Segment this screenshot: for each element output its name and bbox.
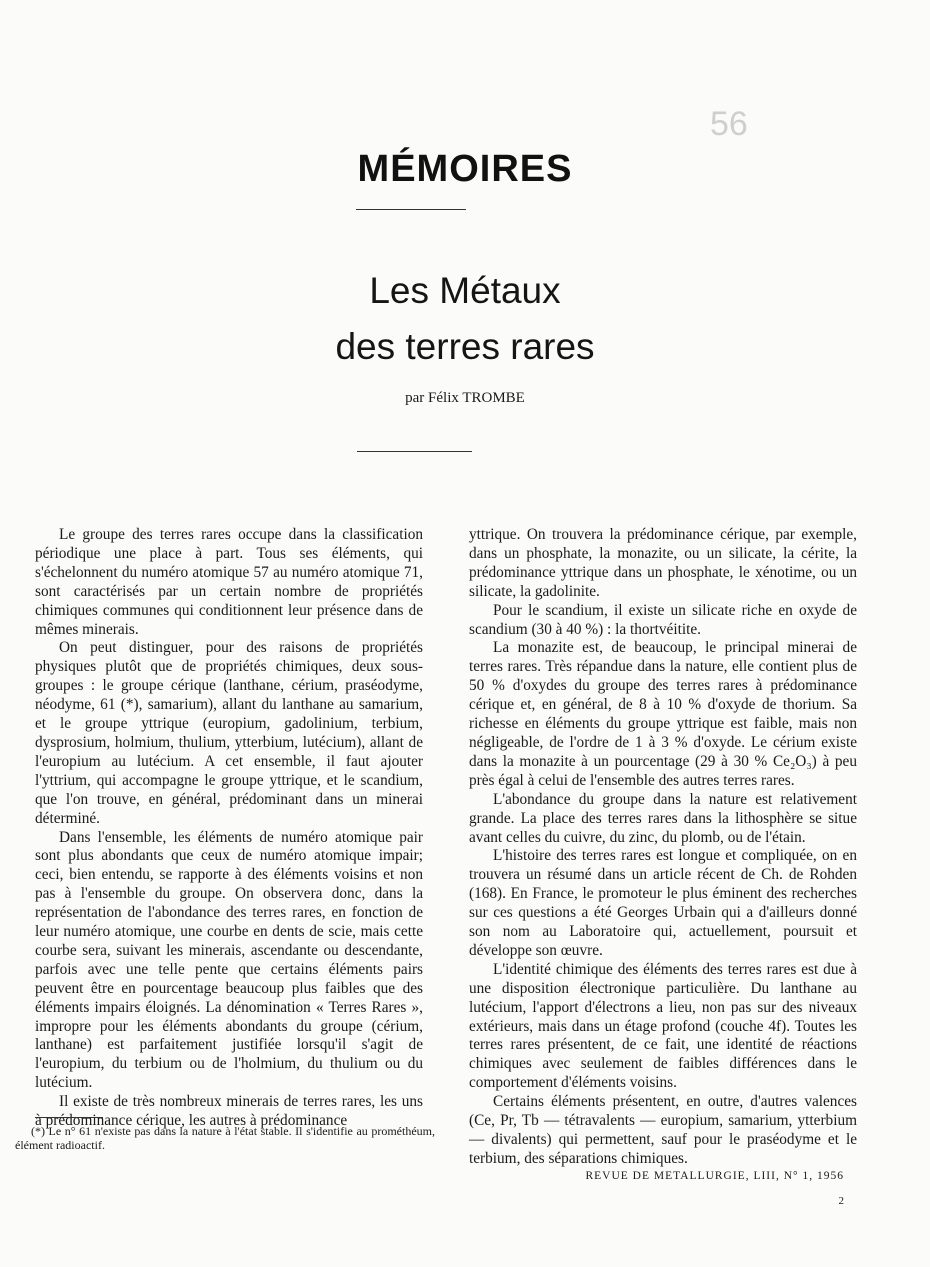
paragraph: Le groupe des terres rares occupe dans la classification périodique une place à part. Tous ses éléments, qui s'échelonnent du numéro atomique 57 au numéro atomique 71, sont caractérisés par un certain nombre de propriétés chimiques communes qui conditionnent leur présence dans de mêmes minerais.: [35, 526, 423, 638]
article-title: [0, 263, 930, 375]
pencil-mark: 56: [710, 105, 748, 143]
title-line-2: des terres rares: [335, 326, 595, 367]
paragraph: L'identité chimique des éléments des terres rares est due à une disposition électronique particulière. Du lanthane au lutécium, l'apport d'électrons a lieu, non pas sur des niveaux extérieurs, mais dans un étage profond (couche 4f). Toutes les terres rares présentent, de ce fait, une identité de réactions chimiques avec seulement de faibles différences dans le comportement d'éléments voisins.: [469, 960, 857, 1092]
journal-citation: REVUE DE METALLURGIE, LIII, N° 1, 1956: [585, 1170, 844, 1182]
byline: par Félix TROMBE: [405, 390, 525, 406]
paragraph: Dans l'ensemble, les éléments de numéro atomique pair sont plus abondants que ceux de numéro atomique impair; ceci, bien entendu, se rapporte à des éléments voisins et non pas à l'ensemble du groupe. On observera donc, dans la représentation de l'abondance des terres rares, en fonction de leur numéro atomique, une courbe en dents de scie, mais cette courbe sera, suivant les minerais, ascendante ou descendante, parfois avec une telle pente que certains éléments pairs peuvent être en pourcentage beaucoup plus faibles que des éléments impairs éloignés. La dénomination « Terres Rares », impropre pour les éléments abondants du groupe (cérium, lanthane) est parfaitement justifiée lorsqu'il s'agit de l'europium, du terbium ou de l'holmium, du thulium ou du lutécium.: [35, 828, 423, 1092]
paragraph: Pour le scandium, il existe un silicate riche en oxyde de scandium (30 à 40 %) : la thortvéitite.: [469, 601, 857, 638]
heading-divider: [356, 209, 466, 210]
paragraph: L'abondance du groupe dans la nature est relativement grande. La place des terres rares dans la lithosphère se situe avant celles du cuivre, du zinc, du plomb, ou de l'étain.: [469, 790, 857, 846]
page-number: 2: [838, 1195, 844, 1207]
paragraph: Il existe de très nombreux minerais de terres rares, les uns à prédominance cérique, les autres à prédominance: [35, 1093, 423, 1130]
body-column-right: [469, 526, 857, 1169]
section-heading: MÉMOIRES: [357, 148, 573, 190]
footnote-divider: [35, 1117, 103, 1118]
title-line-1: Les Métaux: [369, 270, 561, 311]
paragraph: Certains éléments présentent, en outre, d'autres valences (Ce, Pr, Tb — tétravalents — europium, samarium, ytterbium — divalents) qui permettent, sauf pour le praséodyme et le terbium, des séparations chimiques.: [469, 1093, 857, 1167]
paragraph: L'histoire des terres rares est longue et compliquée, on en trouvera un résumé dans un article récent de Ch. de Rohden (168). En France, le promoteur le plus éminent des recherches sur ces questions a été Georges Urbain qui a d'ailleurs donné son nom au Laboratoire qui, actuellement, poursuit et développe son œuvre.: [469, 847, 857, 959]
title-divider: [357, 451, 472, 452]
paragraph-continuation: yttrique. On trouvera la prédominance cérique, par exemple, dans un phosphate, la monazite, ou un silicate, la cérite, la prédominance yttrique dans un phosphate, le xénotime, ou un silicate, la gadolinite.: [469, 526, 857, 600]
footnote: (*) Le n° 61 n'existe pas dans la nature à l'état stable. Il s'identifie au prométhéum, élément radioactif.: [15, 1124, 435, 1152]
paragraph: On peut distinguer, pour des raisons de propriétés physiques plutôt que de propriétés chimiques, deux sous-groupes : le groupe cérique (lanthane, cérium, praséodyme, néodyme, 61 (*), samarium), allant du lanthane au samarium, et le groupe yttrique (europium, gadolinium, terbium, dysprosium, holmium, thulium, ytterbium, lutécium), allant de l'europium au lutécium. A cet ensemble, il faut ajouter l'yttrium, qui accompagne le groupe yttrique, et le scandium, que l'on trouve, en général, prédominant dans un minerai déterminé.: [35, 639, 423, 827]
body-column-left: [35, 526, 423, 1131]
paragraph: La monazite est, de beaucoup, le principal minerai de terres rares. Très répandue dans la nature, elle contient plus de 50 % d'oxydes du groupe des terres rares à prédominance cérique et, en général, de 8 à 10 % d'oxyde de thorium. Sa richesse en éléments du groupe yttrique est faible, mais non négligeable, de l'ordre de 1 à 3 % d'oxyde. Le cérium existe dans la monazite à un pourcentage (29 à 30 % Ce₂O₃) à peu près égal à celui de l'ensemble des autres terres rares.: [469, 639, 857, 789]
